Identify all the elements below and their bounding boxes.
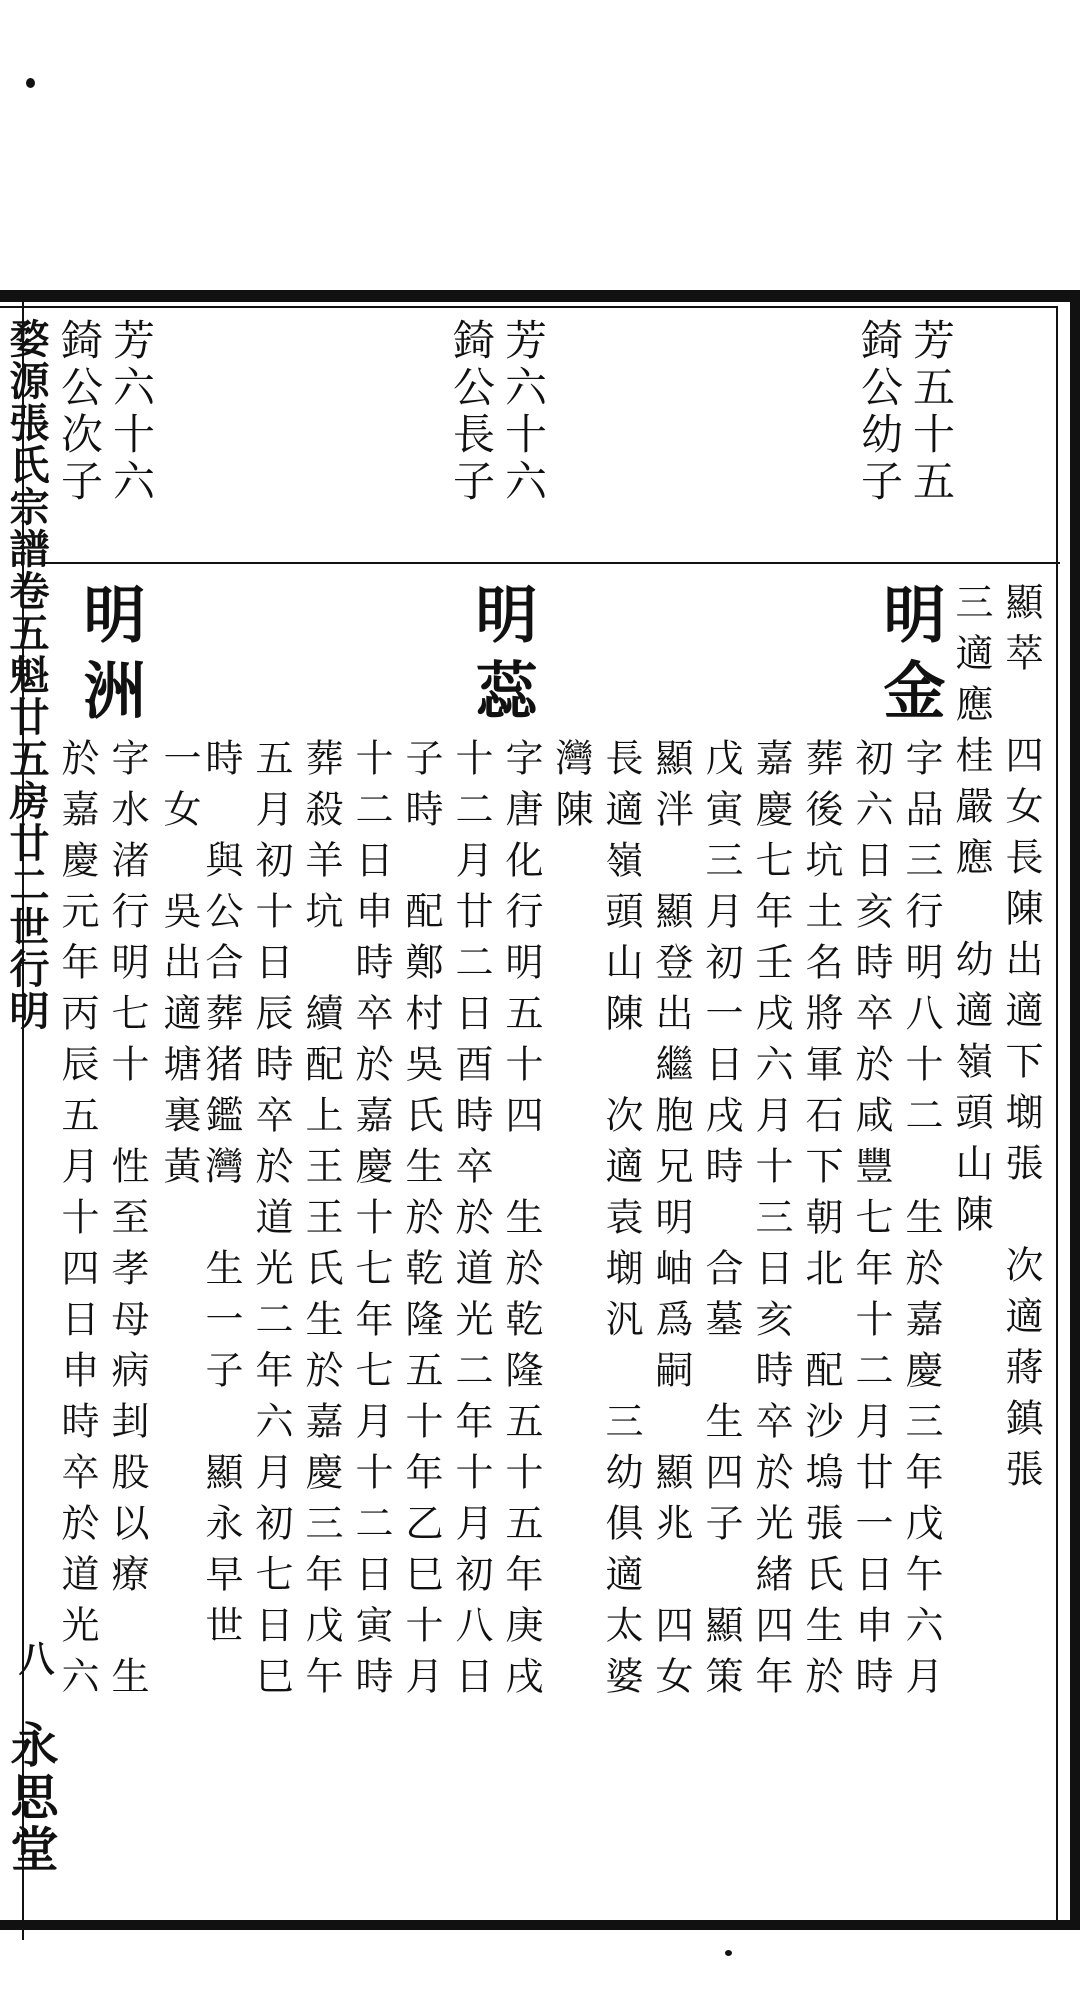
bio-line: 顯萃 四女長陳出適下㙟張 次適蔣鎮張 <box>999 582 1043 1500</box>
hall-name: 永思堂 <box>2 1720 58 1876</box>
generation-label: 芳六十六 <box>107 318 156 506</box>
bio-line: 於嘉慶元年丙辰五月十四日申時卒於道光六 <box>55 738 99 1707</box>
branch-generation: 魁廿五房廿二世行明 <box>3 654 50 1032</box>
bio-line: 字唐化行明五十四 生於乾隆五十五年庚戌 <box>499 738 543 1707</box>
relation-label: 錡公次子 <box>55 318 104 506</box>
relation-label: 錡公長子 <box>447 318 496 506</box>
bio-line: 戊寅三月初一日戌時 合墓 生四子 顯策 <box>699 738 743 1707</box>
generation-label: 芳六十六 <box>499 318 548 506</box>
bio-line: 顯泮 顯登出繼胞兄明岫爲嗣 顯兆 四女 <box>649 738 693 1707</box>
generation-rule <box>40 562 1060 564</box>
bio-line: 嘉慶七年壬戌六月十三日亥時卒於光緒四年 <box>749 738 793 1707</box>
genealogy-title: 婺源張氏宗譜 <box>3 318 50 570</box>
volume-number: 卷五 <box>3 570 50 654</box>
bio-line: 子時 配鄭村吳氏生於乾隆五十年乙巳十月 <box>399 738 443 1707</box>
relation-label: 錡公幼子 <box>855 318 904 506</box>
ink-speck <box>725 1950 732 1956</box>
spine-title <box>3 318 50 1032</box>
person-name: 明金 <box>873 582 946 734</box>
bio-line: 字水渚行明七十 性至孝母病刲股以療 生 <box>105 738 149 1707</box>
bio-line: 時 與公合葬猪鑑灣 生一子 顯永早世 <box>199 738 243 1656</box>
bio-line: 十二日申時卒於嘉慶十七年七月十二日寅時 <box>349 738 393 1707</box>
person-name: 明蕊 <box>465 582 538 734</box>
bio-line: 灣陳 <box>549 738 593 840</box>
bio-line: 三適應桂嚴應 幼適嶺頭山陳 <box>949 582 993 1245</box>
leaf-number: 八 <box>13 1640 55 1676</box>
person-name: 明洲 <box>73 582 146 734</box>
bio-line: 初六日亥時卒於咸豐七年十二月廿一日申時 <box>849 738 893 1707</box>
bio-line: 一女 吳出適塘裏黃 <box>157 738 201 1197</box>
bio-line: 五月初十日辰時卒於道光二年六月初七日巳 <box>249 738 293 1707</box>
bio-line: 字品三行明八十二 生於嘉慶三年戊午六月 <box>899 738 943 1707</box>
bio-line: 葬殺羊坑 續配上王王氏生於嘉慶三年戊午 <box>299 738 343 1707</box>
generation-label: 芳五十五 <box>907 318 956 506</box>
bio-line: 長適嶺頭山陳 次適袁㙟汎 三幼俱適太婆 <box>599 738 643 1707</box>
bio-line: 十二月廿二日酉時卒於道光二年十月初八日 <box>449 738 493 1707</box>
ink-speck <box>26 78 35 88</box>
bio-line: 葬後坑土名將軍石下朝北 配沙塢張氏生於 <box>799 738 843 1707</box>
